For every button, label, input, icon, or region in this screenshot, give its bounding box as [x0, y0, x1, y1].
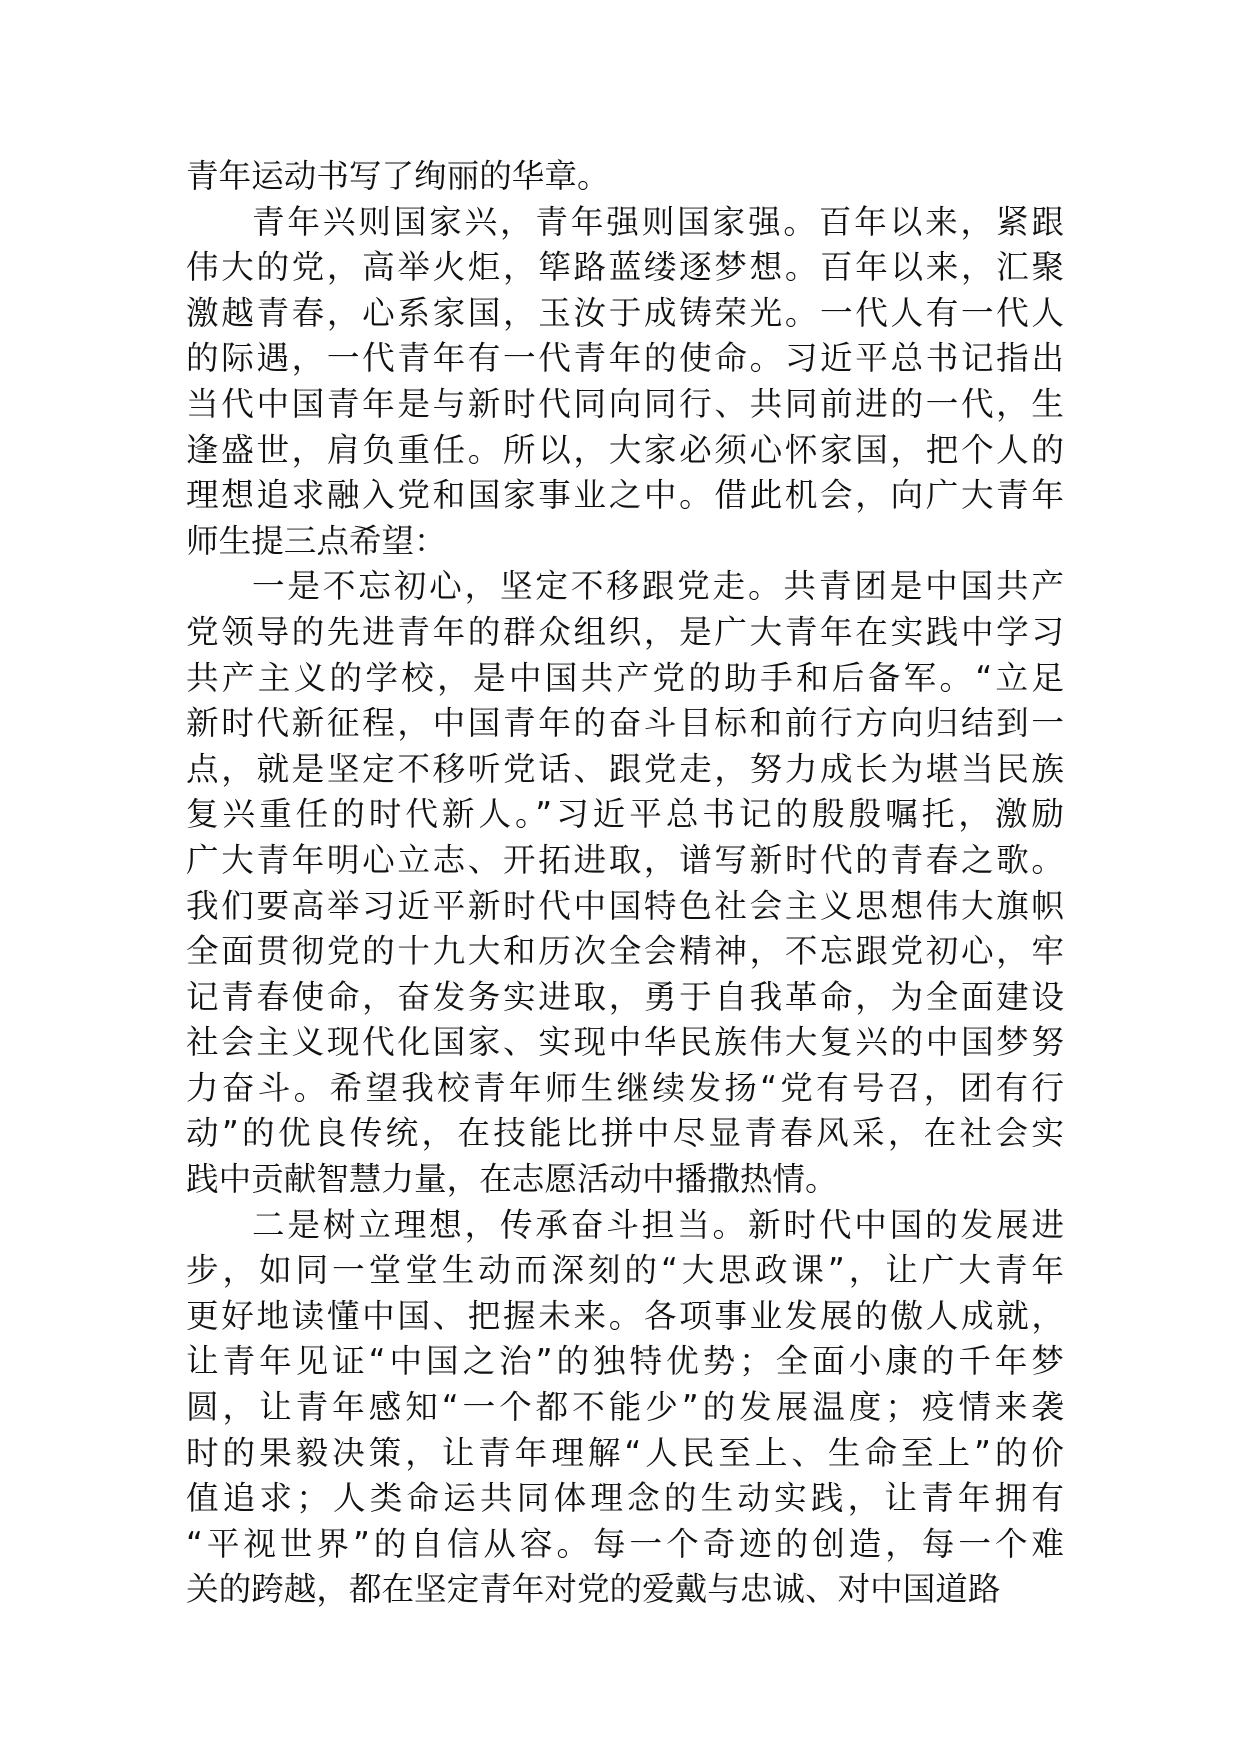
text-line: 青年运动书写了绚丽的华章。 [186, 157, 610, 195]
text-line: 二是树立理想，传承奋斗担当。新时代中国的发展进 [252, 1205, 1064, 1244]
text-line: 新时代新征程，中国青年的奋斗目标和前行方向归结到一 [186, 704, 1064, 743]
text-line: 力奋斗。希望我校青年师生继续发扬“党有号召，团有行 [186, 1068, 1064, 1107]
text-line: 践中贡献智慧力量，在志愿活动中播撒热情。 [186, 1160, 838, 1199]
text-line: 步，如同一堂堂生动而深刻的“大思政课”，让广大青年 [186, 1251, 1064, 1290]
paragraph [186, 564, 1064, 1202]
text-line: 动”的优良传统，在技能比拼中尽显青春风采，在社会实 [186, 1114, 1064, 1153]
text-line: 时的果毅决策，让青年理解“人民至上、生命至上”的价 [186, 1433, 1064, 1472]
text-line: 我们要高举习近平新时代中国特色社会主义思想伟大旗帜 [186, 886, 1064, 925]
text-line: 青年兴则国家兴，青年强则国家强。百年以来，紧跟 [252, 202, 1064, 241]
text-line: 社会主义现代化国家、实现中华民族伟大复兴的中国梦努 [186, 1023, 1064, 1062]
text-line: 当代中国青年是与新时代同向同行、共同前进的一代，生 [186, 384, 1064, 423]
text-line: 的际遇，一代青年有一代青年的使命。习近平总书记指出 [186, 339, 1064, 378]
text-line: 激越青春，心系家国，玉汝于成铸荣光。一代人有一代人 [186, 293, 1064, 332]
paragraph [186, 200, 1064, 565]
text-line: 党领导的先进青年的群众组织，是广大青年在实践中学习 [186, 612, 1064, 651]
text-line: 值追求；人类命运共同体理念的生动实践，让青年拥有 [186, 1479, 1064, 1518]
text-line: 伟大的党，高举火炬，筚路蓝缕逐梦想。百年以来，汇聚 [186, 248, 1064, 287]
text-line: 点，就是坚定不移听党话、跟党走，努力成长为堪当民族 [186, 749, 1064, 788]
text-line: 让青年见证“中国之治”的独特优势；全面小康的千年梦 [186, 1342, 1064, 1381]
text-line: 广大青年明心立志、开拓进取，谱写新时代的青春之歌。 [186, 840, 1064, 879]
paragraph [186, 154, 1064, 200]
text-line: 记青春使命，奋发务实进取，勇于自我革命，为全面建设 [186, 977, 1064, 1016]
text-line: 更好地读懂中国、把握未来。各项事业发展的傲人成就， [186, 1296, 1064, 1335]
text-line: 关的跨越，都在坚定青年对党的爱戴与忠诚、对中国道路 [186, 1570, 1001, 1609]
document-body [186, 154, 1064, 1613]
text-line: 复兴重任的时代新人。”习近平总书记的殷殷嘱托，激励 [186, 795, 1064, 834]
text-line: 全面贯彻党的十九大和历次全会精神，不忘跟党初心，牢 [186, 932, 1064, 971]
text-line: 圆，让青年感知“一个都不能少”的发展温度；疫情来袭 [186, 1388, 1064, 1427]
text-line: 共产主义的学校，是中国共产党的助手和后备军。“立足 [186, 658, 1064, 697]
text-line: 逢盛世，肩负重任。所以，大家必须心怀家国，把个人的 [186, 430, 1064, 469]
text-line: 师生提三点希望： [186, 521, 447, 560]
text-line: “平视世界”的自信从容。每一个奇迹的创造，每一个难 [186, 1524, 1064, 1563]
paragraph [186, 1203, 1064, 1613]
text-line: 理想追求融入党和国家事业之中。借此机会，向广大青年 [186, 476, 1064, 515]
text-line: 一是不忘初心，坚定不移跟党走。共青团是中国共产 [252, 567, 1064, 606]
